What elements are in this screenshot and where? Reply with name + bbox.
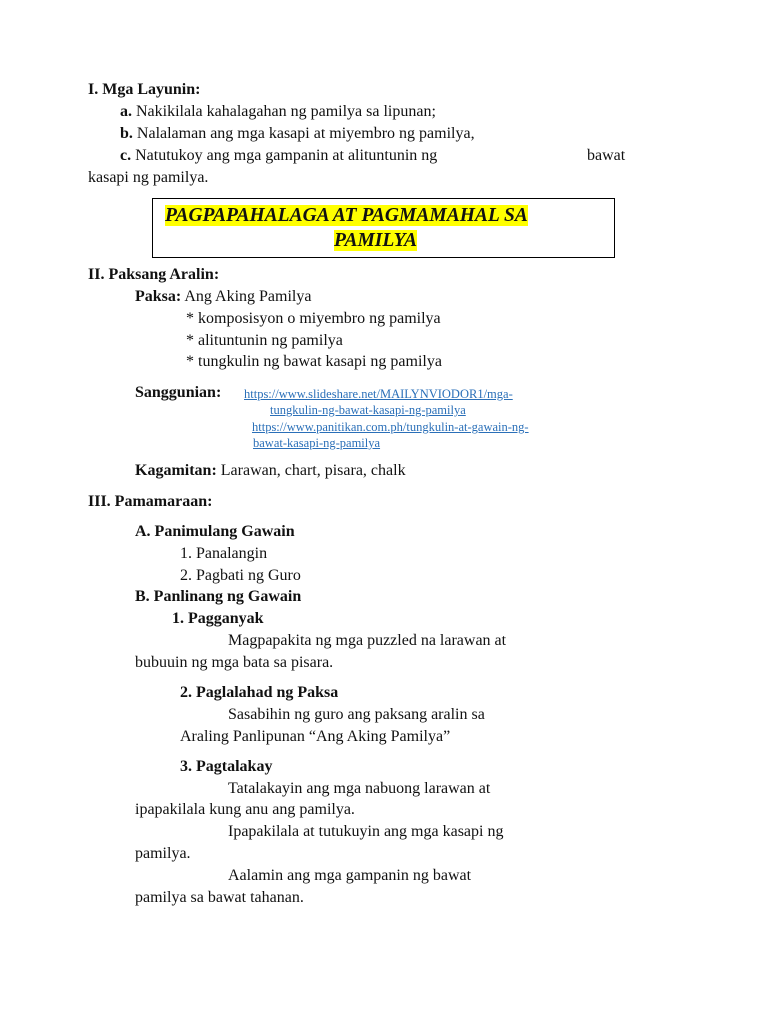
paragraph-line: bubuuin ng mga bata sa pisara.	[135, 654, 334, 671]
reference-link[interactable]: tungkulin-ng-bawat-kasapi-ng-pamilya	[270, 403, 466, 417]
paragraph-line: pamilya.	[135, 845, 191, 862]
bullet-item: * alituntunin ng pamilya	[186, 332, 343, 349]
procedure-heading: III. Pamamaraan:	[88, 493, 213, 510]
objective-letter: c.	[120, 147, 132, 164]
list-item: 2. Pagbati ng Guro	[180, 567, 301, 584]
objective-a	[120, 102, 436, 122]
step-2-heading: 2. Paglalahad ng Paksa	[180, 684, 339, 701]
reference-link[interactable]: bawat-kasapi-ng-pamilya	[253, 436, 381, 450]
paksa-label: Paksa:	[135, 288, 182, 305]
objective-text: Nakikilala kahalagahan ng pamilya sa lipunan;	[136, 103, 436, 120]
bullet-item: * komposisyon o miyembro ng pamilya	[186, 310, 441, 327]
title-line-2-text: PAMILYA	[334, 230, 418, 251]
objective-b	[120, 124, 475, 144]
paragraph-line: pamilya sa bawat tahanan.	[135, 889, 304, 906]
kagamitan-value: Larawan, chart, pisara, chalk	[220, 462, 406, 479]
objective-text: Nalalaman ang mga kasapi at miyembro ng pamilya,	[136, 125, 475, 142]
paragraph-line: Araling Panlipunan “Ang Aking Pamilya”	[180, 728, 451, 745]
objective-text: Natutukoy ang mga gampanin at alituntunin ng	[135, 147, 438, 164]
reference-link[interactable]: https://www.panitikan.com.ph/tungkulin-at-gawain-ng-	[252, 420, 529, 434]
objective-letter: b.	[120, 125, 133, 142]
step-3-heading: 3. Pagtalakay	[180, 758, 273, 775]
section-b-heading: B. Panlinang ng Gawain	[135, 588, 302, 605]
paragraph-line: Ipapakilala at tutukuyin ang mga kasapi ng	[228, 823, 504, 840]
objective-letter: a.	[120, 103, 132, 120]
objective-c-right: bawat	[587, 147, 626, 164]
sanggunian-label: Sanggunian:	[135, 384, 222, 401]
reference-link[interactable]: https://www.slideshare.net/MAILYNVIODOR1/mga-	[244, 387, 513, 401]
section-a-heading: A. Panimulang Gawain	[135, 523, 295, 540]
kagamitan-line	[135, 461, 406, 481]
subject-heading: II. Paksang Aralin:	[88, 266, 220, 283]
title-line-1-text: PAGPAPAHALAGA AT PAGMAMAHAL SA	[165, 205, 528, 226]
paragraph-line: Magpapakita ng mga puzzled na larawan at	[228, 632, 507, 649]
objectives-heading: I. Mga Layunin:	[88, 81, 201, 98]
objective-c-continuation: kasapi ng pamilya.	[88, 169, 209, 186]
paragraph-line: ipapakilala kung anu ang pamilya.	[135, 801, 355, 818]
list-item: 1. Panalangin	[180, 545, 268, 562]
title-line-1	[165, 204, 528, 228]
paksa-value: Ang Aking Pamilya	[184, 288, 312, 305]
kagamitan-label: Kagamitan:	[135, 462, 217, 479]
paragraph-line: Sasabihin ng guro ang paksang aralin sa	[228, 706, 485, 723]
paragraph-line: Tatalakayin ang mga nabuong larawan at	[228, 780, 491, 797]
objective-c	[120, 146, 437, 166]
step-1-heading: 1. Pagganyak	[172, 610, 264, 627]
paragraph-line: Aalamin ang mga gampanin ng bawat	[228, 867, 472, 884]
title-line-2	[334, 229, 417, 253]
bullet-item: * tungkulin ng bawat kasapi ng pamilya	[186, 353, 442, 370]
paksa-line	[135, 287, 311, 307]
